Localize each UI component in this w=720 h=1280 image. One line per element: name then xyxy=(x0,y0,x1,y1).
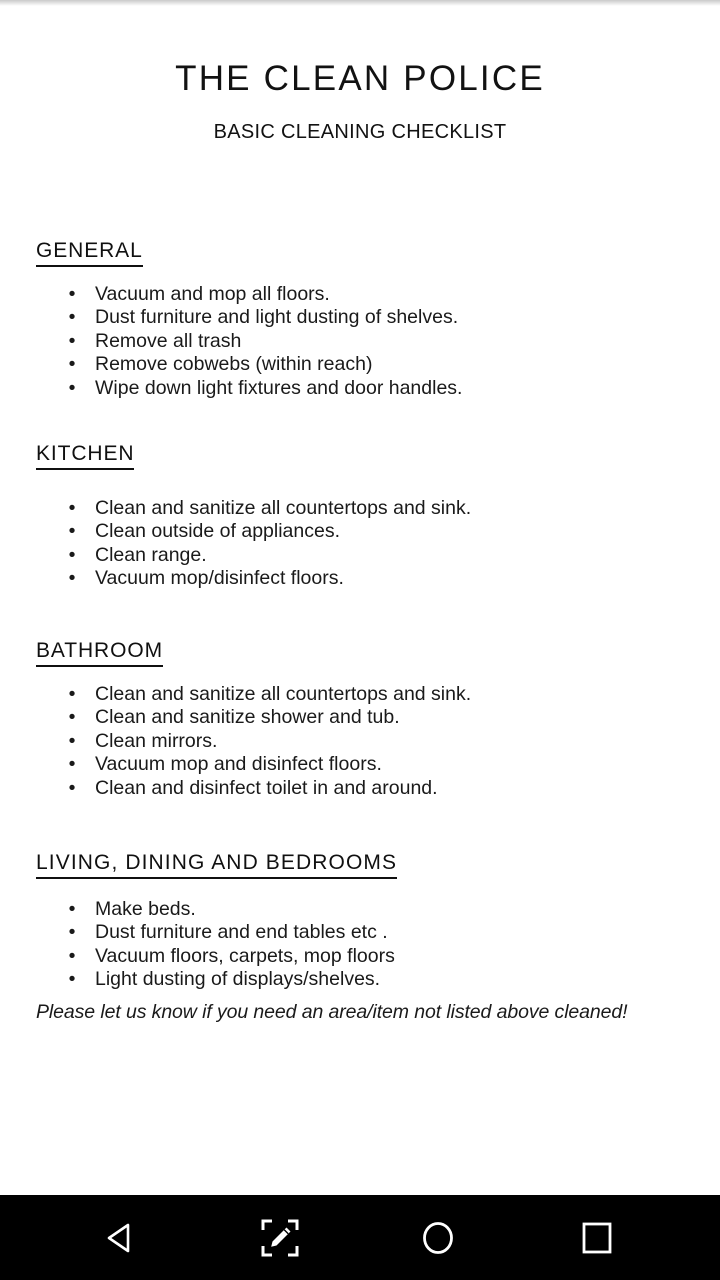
bullet-icon: • xyxy=(68,353,76,376)
bullet-icon: • xyxy=(68,753,76,776)
recent-apps-icon xyxy=(577,1218,617,1258)
list-item xyxy=(36,706,696,729)
list-item-label: Dust furniture and light dusting of shelves. xyxy=(95,306,459,329)
recent-apps-button[interactable] xyxy=(552,1195,642,1280)
list-item-label: Remove all trash xyxy=(95,329,242,352)
back-icon xyxy=(102,1218,142,1258)
list-item-label: Wipe down light fixtures and door handles. xyxy=(95,376,463,399)
list-item xyxy=(36,330,696,353)
list-item xyxy=(36,730,696,753)
bullet-icon: • xyxy=(68,329,76,352)
bullet-icon: • xyxy=(68,283,76,305)
closing-note: Please let us know if you need an area/item not listed above cleaned! xyxy=(36,1001,628,1023)
screenshot-markup-icon xyxy=(259,1217,301,1259)
checklist-items xyxy=(36,497,696,591)
bullet-icon: • xyxy=(68,497,76,519)
list-item xyxy=(36,898,696,921)
back-button[interactable] xyxy=(77,1195,167,1280)
screenshot-markup-button[interactable] xyxy=(235,1195,325,1280)
list-item-label: Make beds. xyxy=(95,898,196,920)
section-general xyxy=(36,238,696,400)
home-button[interactable] xyxy=(393,1195,483,1280)
list-item xyxy=(36,683,696,706)
bullet-icon: • xyxy=(68,968,76,991)
list-item xyxy=(36,753,696,776)
list-item-label: Vacuum mop and disinfect floors. xyxy=(95,753,382,776)
list-item-label: Clean mirrors. xyxy=(95,729,218,752)
navigation-bar xyxy=(0,1195,720,1280)
list-item xyxy=(36,567,696,590)
bullet-icon: • xyxy=(68,376,76,399)
list-item-label: Dust furniture and end tables etc . xyxy=(95,921,388,944)
scroll-shadow xyxy=(0,0,720,6)
checklist-items xyxy=(36,683,696,800)
section-heading: LIVING, DINING AND BEDROOMS xyxy=(36,850,397,879)
list-item xyxy=(36,497,696,520)
list-item xyxy=(36,921,696,944)
list-item-label: Clean and disinfect toilet in and around. xyxy=(95,776,438,799)
list-item xyxy=(36,283,696,306)
list-item-label: Vacuum mop/disinfect floors. xyxy=(95,567,344,590)
list-item-label: Clean and sanitize all countertops and sink. xyxy=(95,683,472,705)
list-item-label: Clean and sanitize all countertops and sink. xyxy=(95,497,472,519)
list-item xyxy=(36,353,696,376)
list-item xyxy=(36,968,696,991)
list-item xyxy=(36,306,696,329)
section-bathroom xyxy=(36,638,696,800)
bullet-icon: • xyxy=(68,776,76,799)
list-item xyxy=(36,945,696,968)
list-item xyxy=(36,777,696,800)
section-heading: GENERAL xyxy=(36,238,143,267)
section-living-dining-bedrooms xyxy=(36,850,696,992)
list-item xyxy=(36,377,696,400)
checklist-items xyxy=(36,283,696,400)
bullet-icon: • xyxy=(68,921,76,944)
list-item xyxy=(36,520,696,543)
list-item-label: Vacuum floors, carpets, mop floors xyxy=(95,944,395,967)
bullet-icon: • xyxy=(68,944,76,967)
bullet-icon: • xyxy=(68,898,76,920)
list-item-label: Vacuum and mop all floors. xyxy=(95,283,330,305)
section-heading: KITCHEN xyxy=(36,441,134,470)
list-item-label: Remove cobwebs (within reach) xyxy=(95,353,373,376)
section-heading: BATHROOM xyxy=(36,638,163,667)
bullet-icon: • xyxy=(68,706,76,729)
bullet-icon: • xyxy=(68,567,76,590)
list-item-label: Clean and sanitize shower and tub. xyxy=(95,706,400,729)
home-icon xyxy=(418,1218,458,1258)
page-subtitle: BASIC CLEANING CHECKLIST xyxy=(213,121,507,143)
list-item-label: Clean outside of appliances. xyxy=(95,520,340,543)
section-kitchen xyxy=(36,441,696,591)
bullet-icon: • xyxy=(68,543,76,566)
bullet-icon: • xyxy=(68,683,76,705)
list-item-label: Light dusting of displays/shelves. xyxy=(95,968,381,991)
bullet-icon: • xyxy=(68,729,76,752)
list-item xyxy=(36,544,696,567)
checklist-items xyxy=(36,898,696,992)
page-title: THE CLEAN POLICE xyxy=(175,59,545,98)
bullet-icon: • xyxy=(68,306,76,329)
bullet-icon: • xyxy=(68,520,76,543)
list-item-label: Clean range. xyxy=(95,543,207,566)
